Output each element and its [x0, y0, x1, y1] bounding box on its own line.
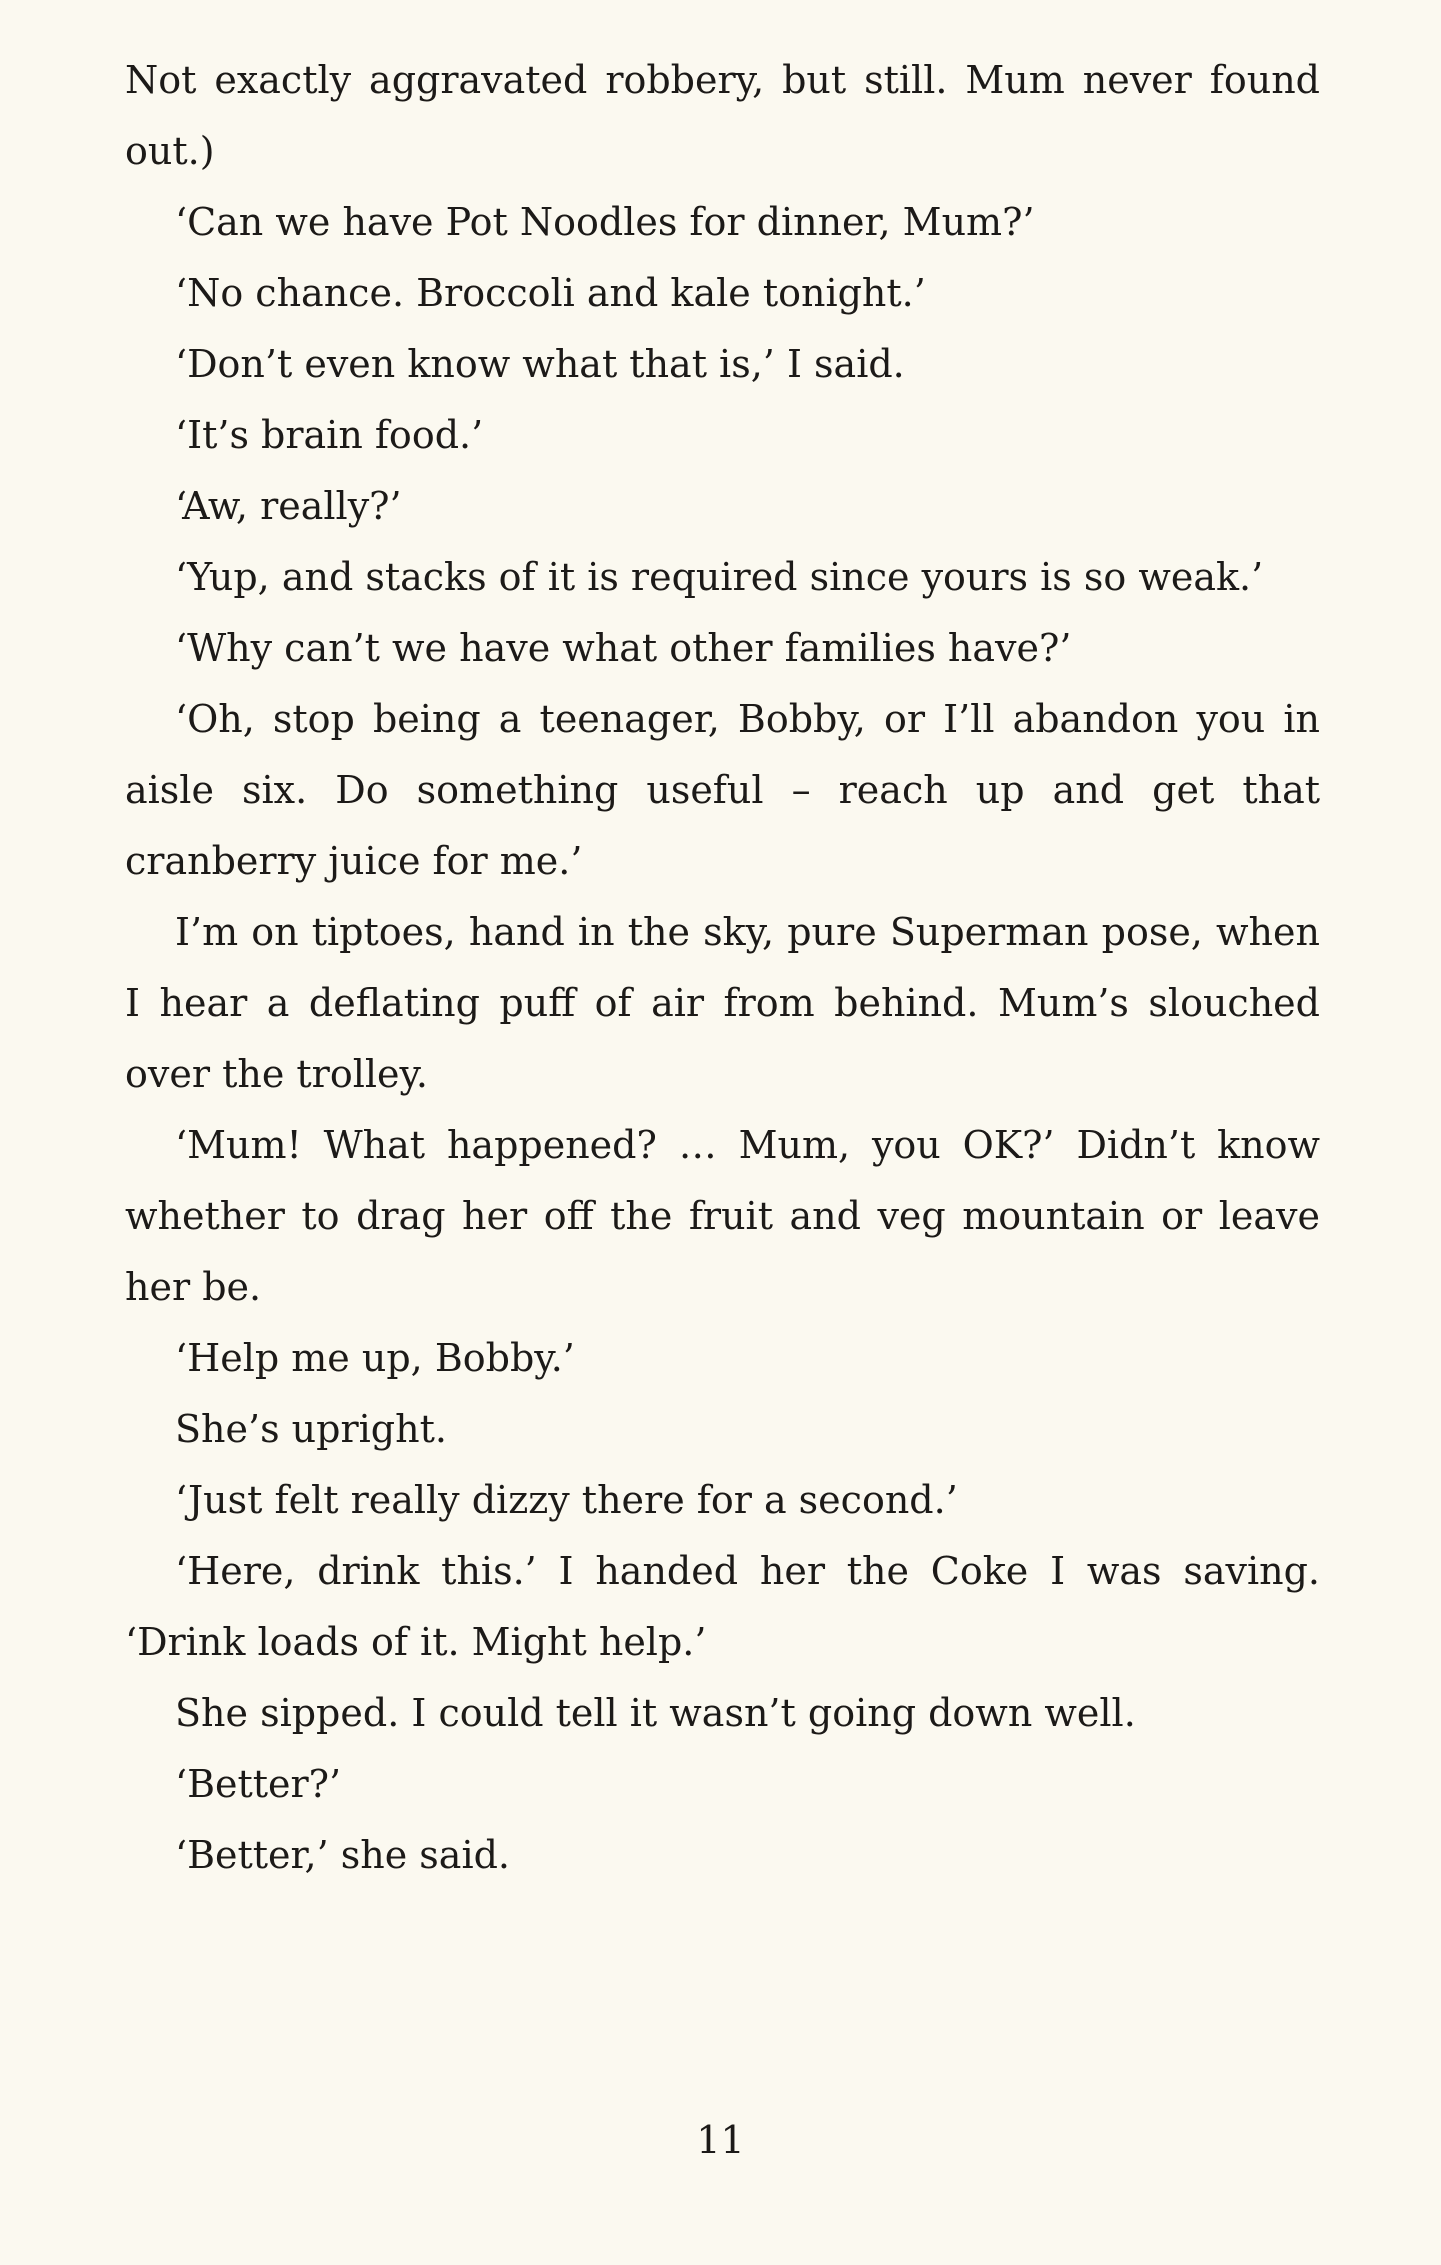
paragraph-10: I’m on tiptoes, hand in the sky, pure Superman pose, when I hear a deflating puff of air from behind. Mum’s slouched over the trolley.	[125, 910, 1320, 1096]
paragraph-14: ‘Just felt really dizzy there for a second.’	[175, 1478, 958, 1522]
paragraph-15: ‘Here, drink this.’ I handed her the Coke I was saving. ‘Drink loads of it. Might help.’	[125, 1549, 1320, 1664]
paragraph-16: She sipped. I could tell it wasn’t going down well.	[175, 1691, 1136, 1735]
paragraph-5: ‘It’s brain food.’	[175, 413, 484, 457]
body-text	[125, 45, 1320, 1891]
paragraph-3: ‘No chance. Broccoli and kale tonight.’	[175, 271, 926, 315]
paragraph-11: ‘Mum! What happened? … Mum, you OK?’ Didn’t know whether to drag her off the fruit and veg mountain or leave her be.	[125, 1123, 1320, 1309]
paragraph-18: ‘Better,’ she said.	[175, 1833, 511, 1877]
page-number: 11	[696, 2118, 745, 2162]
paragraph-1: Not exactly aggravated robbery, but still. Mum never found out.)	[125, 58, 1320, 173]
paragraph-9: ‘Oh, stop being a teenager, Bobby, or I’ll abandon you in aisle six. Do something useful – reach up and get that cranberry juice for me.’	[125, 697, 1320, 883]
paragraph-2: ‘Can we have Pot Noodles for dinner, Mum?’	[175, 200, 1035, 244]
paragraph-13: She’s upright.	[175, 1407, 447, 1451]
paragraph-4: ‘Don’t even know what that is,’ I said.	[175, 342, 905, 386]
paragraph-8: ‘Why can’t we have what other families have?’	[175, 626, 1072, 670]
paragraph-7: ‘Yup, and stacks of it is required since yours is so weak.’	[175, 555, 1264, 599]
paragraph-12: ‘Help me up, Bobby.’	[175, 1336, 575, 1380]
paragraph-6: ‘Aw, really?’	[175, 484, 402, 528]
paragraph-17: ‘Better?’	[175, 1762, 342, 1806]
